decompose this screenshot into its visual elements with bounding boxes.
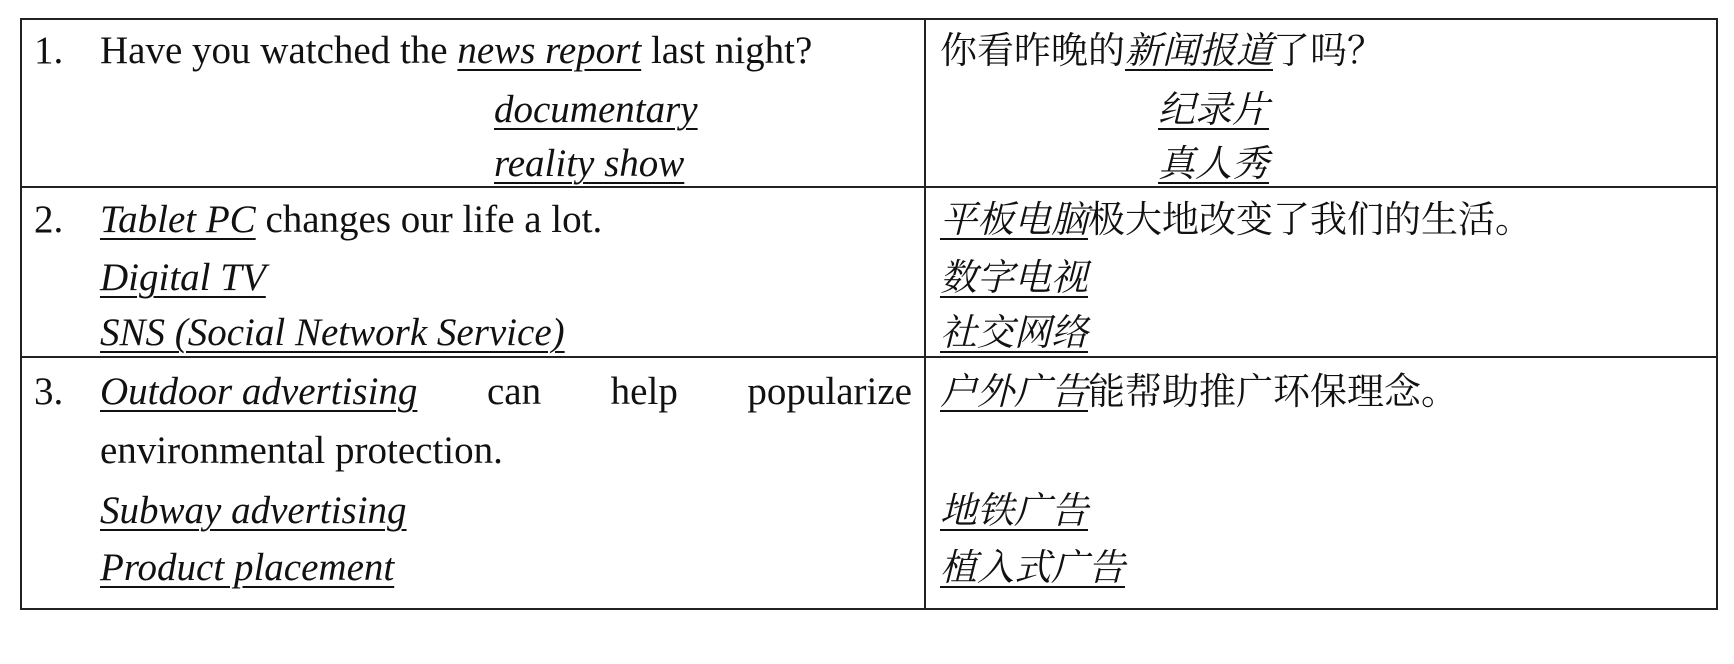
key-phrase: news report: [457, 29, 642, 72]
chinese-cell: [925, 187, 1717, 357]
table-row: [21, 357, 1717, 609]
sentence-text: Have you watched the: [100, 29, 458, 72]
alternative-phrase: 地铁广告: [940, 489, 1088, 532]
alternative-phrase: Product placement: [100, 546, 395, 589]
english-cell: [21, 357, 925, 609]
sentence-text: 了吗？: [1273, 29, 1384, 72]
key-phrase: Outdoor advertising: [100, 370, 418, 413]
sentence-word: help: [610, 370, 678, 413]
alternative-phrase: 社交网络: [940, 311, 1088, 354]
chinese-cell: [925, 19, 1717, 187]
alternative-phrase: 数字电视: [940, 256, 1088, 299]
item-number: 2.: [34, 198, 64, 241]
table-row: [21, 187, 1717, 357]
sentence-text: last night?: [641, 29, 813, 72]
sentence-word: popularize: [747, 370, 912, 413]
sentence-text: 极大地改变了我们的生活。: [1088, 198, 1532, 241]
alternative-phrase: 真人秀: [1158, 142, 1269, 185]
alternative-phrase: SNS (Social Network Service): [100, 311, 565, 354]
sentence-text: 能帮助推广环保理念。: [1088, 370, 1458, 413]
key-phrase: 新闻报道: [1125, 29, 1273, 72]
table-row: [21, 19, 1717, 187]
sentence-text: environmental protection.: [100, 429, 503, 472]
sentence-text: changes our life a lot.: [255, 198, 603, 241]
alternative-phrase: 植入式广告: [940, 546, 1125, 589]
english-cell: [21, 187, 925, 357]
alternative-phrase: 纪录片: [1158, 88, 1269, 131]
item-number: 1.: [34, 29, 64, 72]
item-number: 3.: [34, 370, 64, 413]
key-phrase: Tablet PC: [100, 198, 256, 241]
english-cell: [21, 19, 925, 187]
key-phrase: 户外广告: [940, 370, 1088, 413]
alternative-phrase: documentary: [494, 88, 698, 131]
alternative-phrase: Digital TV: [100, 256, 266, 299]
sentence-word: can: [486, 370, 542, 413]
chinese-cell: [925, 357, 1717, 609]
key-phrase: 平板电脑: [940, 198, 1088, 241]
alternative-phrase: reality show: [494, 142, 685, 185]
sentence-text: 你看昨晚的: [940, 29, 1125, 72]
phrase-table: [20, 18, 1718, 610]
alternative-phrase: Subway advertising: [100, 489, 407, 532]
